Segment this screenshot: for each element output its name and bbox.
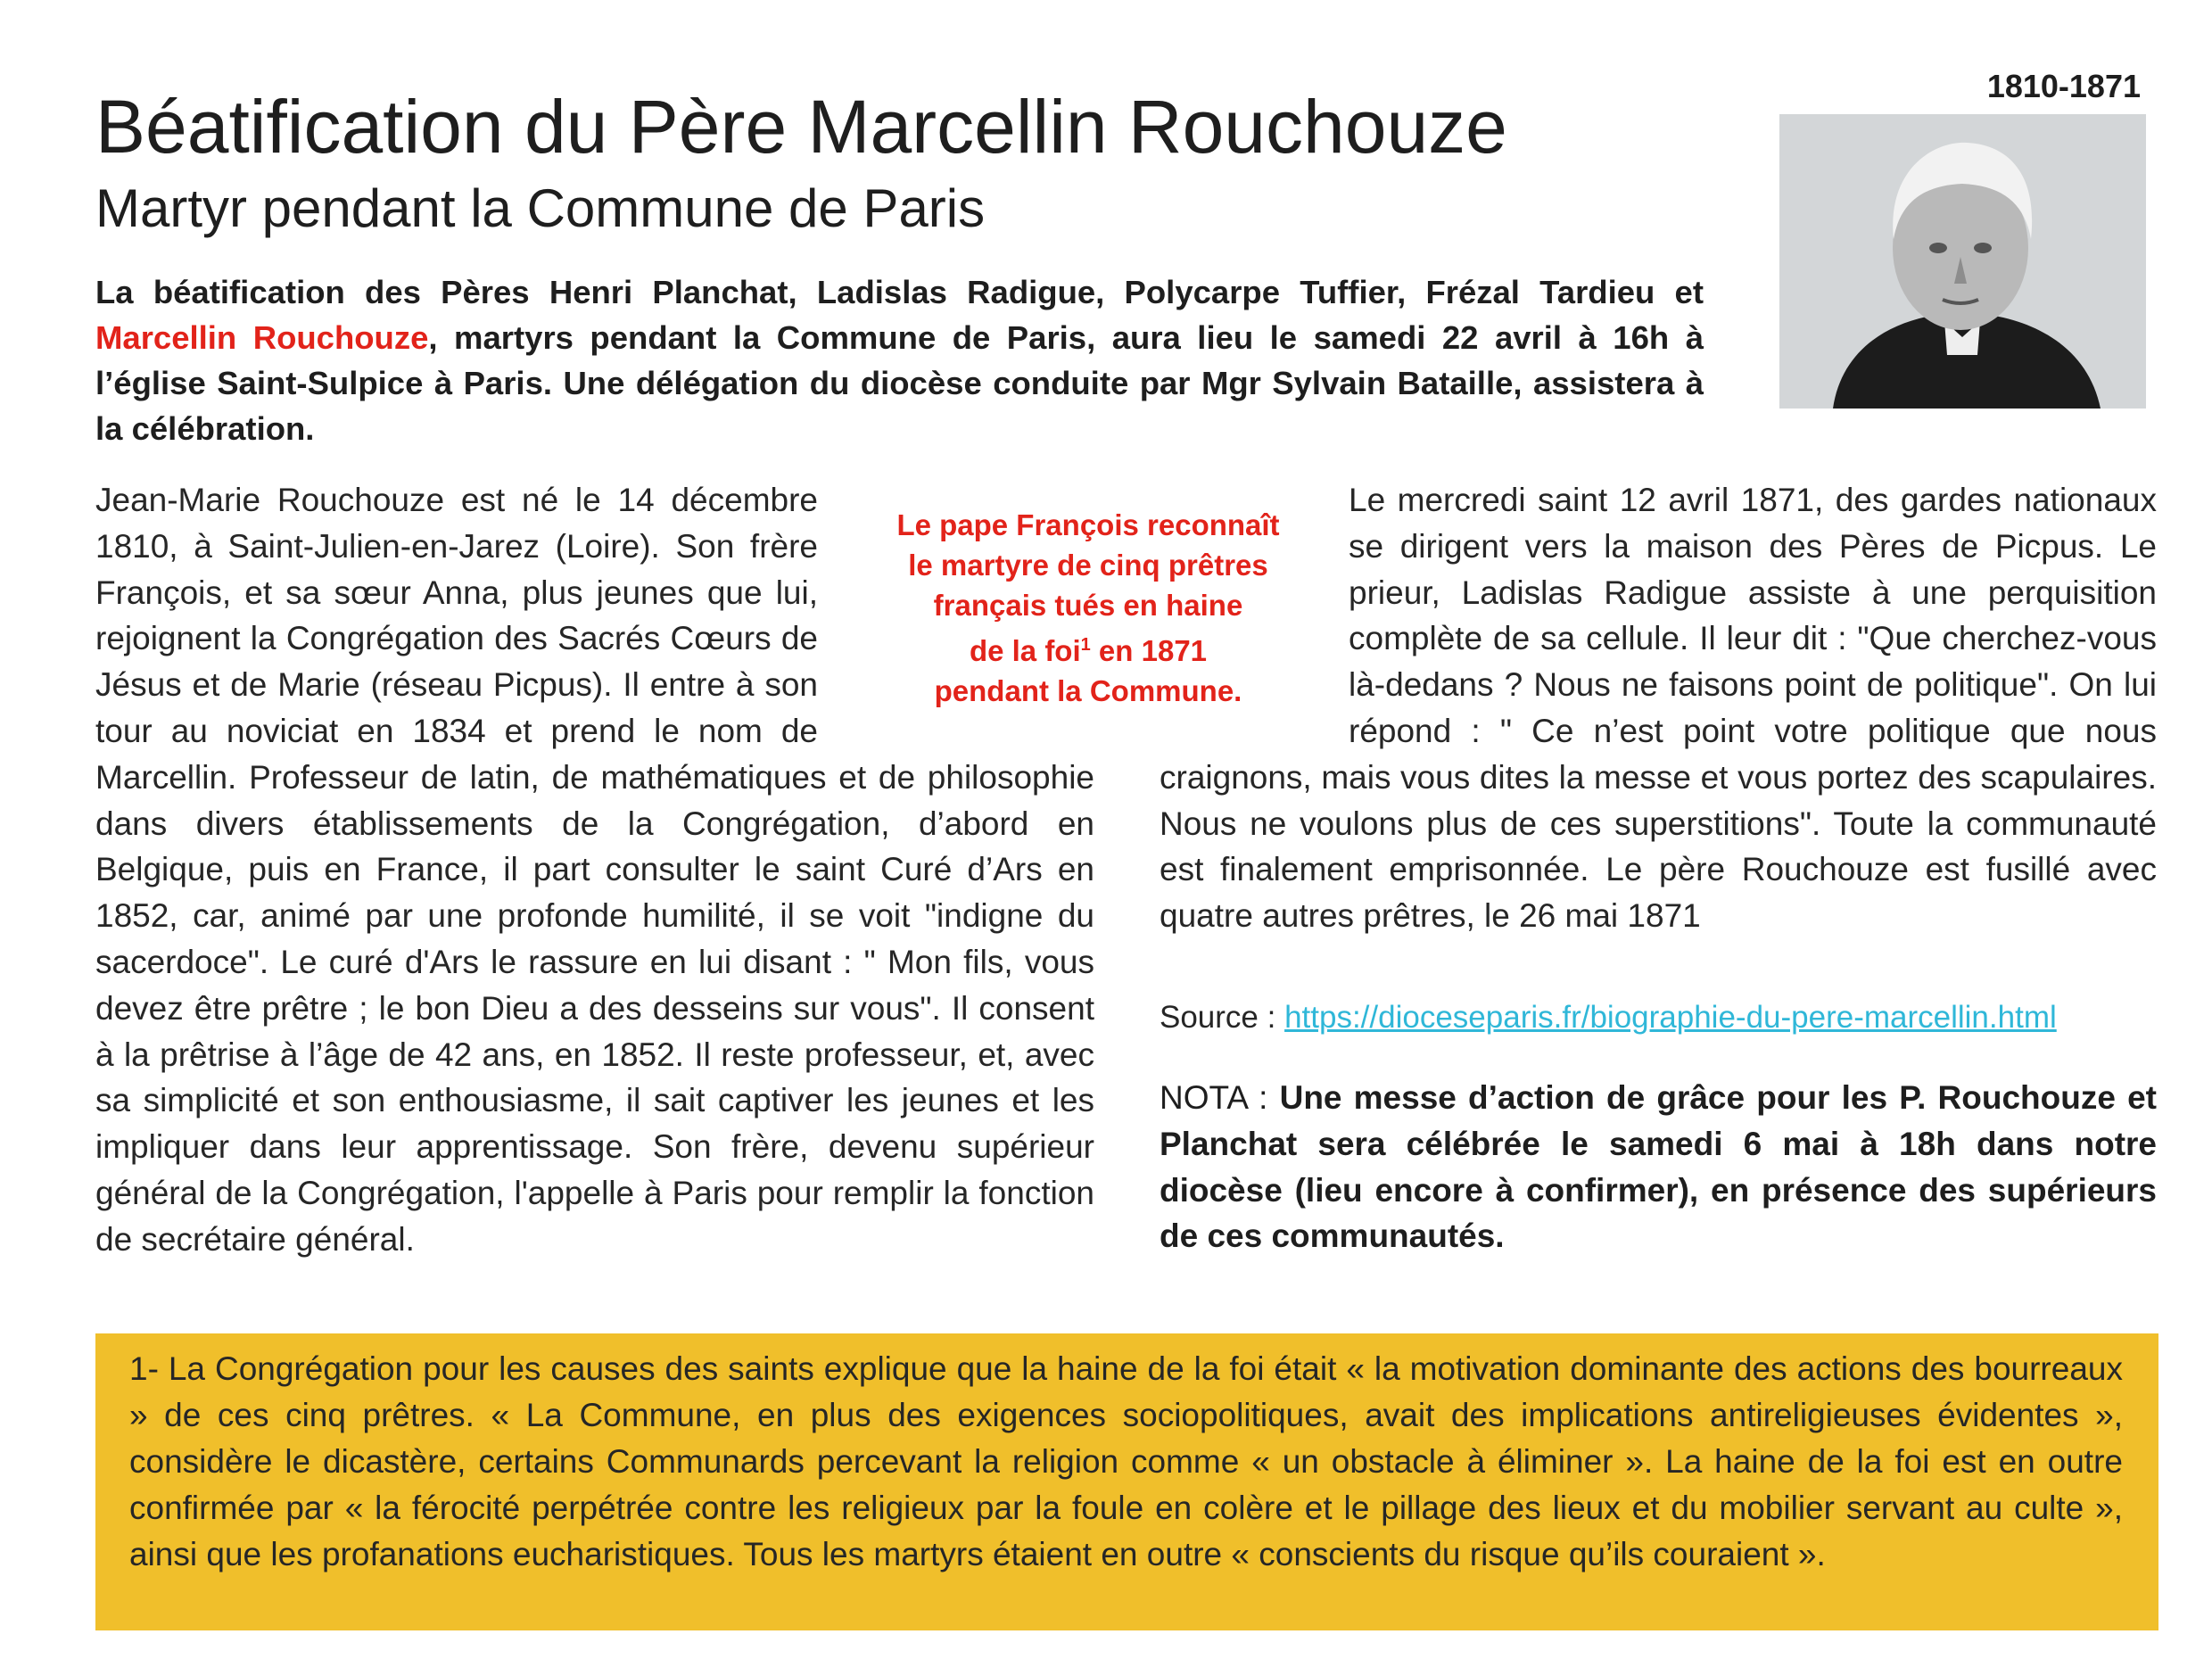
portrait-illustration xyxy=(1779,114,2146,409)
nota-label: NOTA : xyxy=(1160,1079,1280,1116)
nota-text: Une messe d’action de grâce pour les P. Rouchouze et Planchat sera célébrée le samedi 6 mai à 18h dans notre diocèse (lieu encore à confirmer), en présence des supérieurs de ces communautés. xyxy=(1160,1079,2157,1255)
right-column xyxy=(1160,477,2157,939)
intro-paragraph xyxy=(95,269,1704,451)
page-title: Béatification du Père Marcellin Rouchouze xyxy=(95,85,1507,169)
dates-label: 1810-1871 xyxy=(1986,68,2141,104)
pull-quote-line: pendant la Commune. xyxy=(934,674,1242,707)
right-column-text: Le mercredi saint 12 avril 1871, des gardes nationaux se dirigent vers la maison des Pères de Picpus. Le prieur, Ladislas Radigue assiste à une perquisition complète de sa cellule. Il leur dit : "Que cherchez-vous là-dedans ? Nous ne faisons point de politique". On lui répond : " Ce n’est point votre politique que nous craignons, mais vous dites la messe et vous portez des scapulaires. Nous ne voulons plus de ces superstitions". Toute la communauté est finalement emprisonnée. Le père Rouchouze est fusillé avec quatre autres prêtres, le 26 mai 1871 xyxy=(1160,482,2157,935)
intro-part2: , martyrs pendant la Commune de Paris, aura lieu le samedi 22 avril à 16h à l’église Saint-Sulpice à Paris. Une délégation du diocèse conduite par Mgr Sylvain Bataille, assistera à la célébration. xyxy=(95,319,1704,447)
pull-quote-text: de la foi xyxy=(969,634,1081,667)
pull-quote-line: le martyre de cinq prêtres xyxy=(908,549,1268,582)
footnote-box xyxy=(95,1333,2158,1630)
intro-part1: La béatification des Pères Henri Planchat, Ladislas Radigue, Polycarpe Tuffier, Frézal Tardieu et xyxy=(95,274,1704,310)
pull-quote-line: français tués en haine xyxy=(933,589,1243,622)
pull-quote-text: en 1871 xyxy=(1090,634,1208,667)
intro-highlight-name: Marcellin Rouchouze xyxy=(95,319,429,356)
footnote-reference: 1 xyxy=(1080,635,1091,655)
source-line xyxy=(1160,996,2057,1039)
pull-quote-line: Le pape François reconnaît xyxy=(896,508,1280,541)
source-link[interactable]: https://dioceseparis.fr/biographie-du-pere-marcellin.html xyxy=(1284,1000,2057,1035)
portrait-photo xyxy=(1779,114,2146,409)
footnote-text: 1- La Congrégation pour les causes des saints explique que la haine de la foi était « la motivation dominante des actions des bourreaux » de ces cinq prêtres. « La Commune, en plus des exigences sociopolitiques, avait des implications antireligieuses évidentes », considère le dicastère, certains Communards percevant la religion comme « un obstacle à éliminer ». La haine de la foi est en outre confirmée par « la férocité perpétrée contre les religieux par la foule en colère et le pillage des lieux et du mobilier servant au culte », ainsi que les profanations eucharistiques. Tous les martyrs étaient en outre « conscients du risque qu’ils couraient ». xyxy=(129,1350,2123,1572)
left-column-text: Jean-Marie Rouchouze est né le 14 décembre 1810, à Saint-Julien-en-Jarez (Loire). Son frère François, et sa sœur Anna, plus jeunes que lui, rejoignent la Congrégation des Sacrés Cœurs de Jésus et de Marie (réseau Picpus). Il entre à son tour au noviciat en 1834 et prend le nom de Marcellin. Professeur de latin, de mathématiques et de philosophie dans divers établissements de la Congrégation, d’abord en Belgique, puis en France, il part consulter le saint Curé d’Ars en 1852, car, animé par une profonde humilité, il se voit "indigne du sacerdoce". Le curé d'Ars le rassure en lui disant : " Mon fils, vous devez être prêtre ; le bon Dieu a des desseins sur vous". Il consent à la prêtrise à l’âge de 42 ans, en 1852. Il reste professeur, et, avec sa simplicité et son enthousiasme, il sait captiver les jeunes et les impliquer dans leur apprentissage. Son frère, devenu supérieur général de la Congrégation, l'appelle à Paris pour remplir la fonction de secrétaire général. xyxy=(95,482,1094,1258)
page-subtitle: Martyr pendant la Commune de Paris xyxy=(95,178,986,238)
nota-paragraph xyxy=(1160,1075,2157,1259)
right-column-spacer xyxy=(1160,477,1349,754)
source-label: Source : xyxy=(1160,1000,1285,1035)
